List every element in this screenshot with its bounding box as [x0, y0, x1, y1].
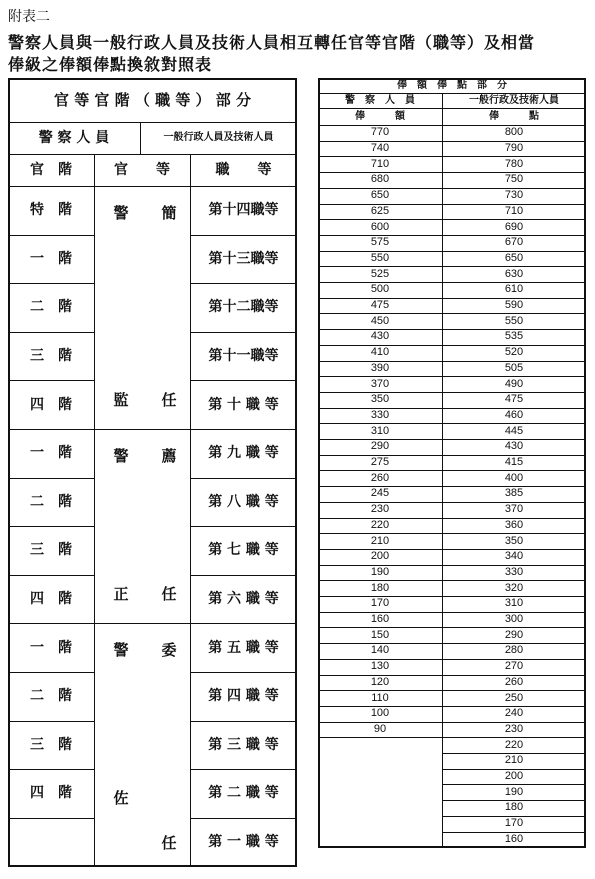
admin-grade-char: 薦 [161, 447, 177, 465]
police-grade-char: 正 [113, 585, 129, 604]
admin-grade-char: 任 [161, 585, 177, 604]
police-amount-cell: 550 [370, 251, 390, 264]
rank-cell: 一 階 [30, 250, 72, 267]
police-amount-cell: 410 [370, 346, 390, 359]
police-amount-cell: 430 [370, 330, 390, 343]
level-cell: 第 八 職 等 [208, 493, 279, 510]
police-personnel-header: 警 察 人 員 [38, 130, 110, 146]
admin-points-cell: 520 [504, 346, 524, 359]
admin-points-cell: 730 [504, 189, 524, 202]
level-cell: 第 六 職 等 [208, 591, 279, 608]
left-col-divider [94, 154, 95, 866]
admin-points-cell: 170 [504, 817, 524, 830]
level-cell: 第 三 職 等 [208, 736, 279, 753]
level-cell: 第十四職等 [208, 202, 279, 219]
police-amount-cell: 740 [370, 142, 390, 155]
admin-points-cell: 320 [504, 581, 524, 594]
police-amount-cell: 220 [370, 518, 390, 531]
admin-points-cell: 180 [504, 801, 524, 814]
admin-points-cell: 220 [504, 738, 524, 751]
police-amount-cell: 600 [370, 220, 390, 233]
admin-points-cell: 280 [504, 644, 524, 657]
police-grade-char: 警 [113, 204, 129, 222]
admin-points-cell: 400 [504, 471, 524, 484]
rank-cell: 二 階 [30, 299, 72, 316]
admin-points-cell: 550 [504, 314, 524, 327]
police-amount-cell: 210 [370, 534, 390, 547]
admin-points-cell: 610 [504, 283, 524, 296]
admin-points-cell: 690 [504, 220, 524, 233]
admin-personnel-header: 一般行政人員及技術人員 [163, 132, 274, 143]
admin-points-cell: 330 [504, 565, 524, 578]
level-cell: 第十一職等 [208, 348, 279, 365]
admin-points-cell: 385 [504, 487, 524, 500]
level-cell: 第 七 職 等 [208, 542, 279, 559]
police-amount-cell: 710 [370, 157, 390, 170]
police-amount-cell: 625 [370, 204, 390, 217]
admin-points-cell: 650 [504, 251, 524, 264]
police-amount-cell: 245 [370, 487, 390, 500]
rank-cell: 三 階 [30, 348, 72, 365]
rank-cell: 四 階 [30, 396, 72, 413]
grade-group-line [94, 623, 190, 624]
rank-row-line [8, 818, 94, 819]
police-amount-cell: 140 [370, 644, 390, 657]
admin-points-cell: 230 [504, 722, 524, 735]
level-cell: 第 五 職 等 [208, 639, 279, 656]
police-grade-char: 警 [113, 447, 129, 465]
rank-section-header: 官 等 官 階 （ 職 等 ） 部 分 [53, 90, 251, 109]
admin-points-cell: 460 [504, 408, 524, 421]
admin-grade-char: 簡 [161, 204, 177, 222]
admin-points-cell: 750 [504, 173, 524, 186]
police-amount-cell: 260 [370, 471, 390, 484]
police-amount-cell: 680 [370, 173, 390, 186]
rank-cell: 特 階 [30, 202, 72, 219]
police-amount-cell: 350 [370, 393, 390, 406]
admin-points-cell: 350 [504, 534, 524, 547]
level-cell: 第 十 職 等 [208, 396, 279, 413]
police-grade-char: 警 [113, 641, 129, 660]
police-amount-cell: 770 [370, 126, 390, 139]
police-amount-cell: 575 [370, 236, 390, 249]
admin-points-cell: 360 [504, 518, 524, 531]
appendix-label: 附表二 [8, 9, 50, 25]
police-amount-cell: 500 [370, 283, 390, 296]
police-amount-cell: 370 [370, 377, 390, 390]
police-amount-cell: 190 [370, 565, 390, 578]
admin-points-cell: 590 [504, 299, 524, 312]
title-line-2: 俸級之俸額俸點換敘對照表 [8, 55, 213, 74]
admin-points-cell: 710 [504, 204, 524, 217]
police-amount-cell: 310 [370, 424, 390, 437]
points-section-header: 俸 額 俸 點 部 分 [397, 79, 507, 91]
police-amount-cell: 100 [370, 707, 390, 720]
rank-cell: 四 階 [30, 785, 72, 802]
rank-cell: 二 階 [30, 493, 72, 510]
admin-points-cell: 780 [504, 157, 524, 170]
col-grade-header: 官 等 [114, 162, 170, 178]
police-amount-cell: 200 [370, 550, 390, 563]
police-amount-header: 警 察 人 員 [345, 94, 415, 106]
admin-points-cell: 210 [504, 754, 524, 767]
admin-points-cell: 430 [504, 440, 524, 453]
level-cell: 第 一 職 等 [208, 834, 279, 851]
admin-points-cell: 200 [504, 770, 524, 783]
amount-row-line [318, 737, 442, 738]
police-grade-char: 佐 [113, 789, 129, 808]
rank-cell: 一 階 [30, 445, 72, 462]
level-cell: 第 四 職 等 [208, 688, 279, 705]
admin-points-cell: 310 [504, 597, 524, 610]
grade-group-line [94, 429, 190, 430]
police-amount-cell: 475 [370, 299, 390, 312]
admin-points-cell: 240 [504, 707, 524, 720]
police-amount-cell: 650 [370, 189, 390, 202]
rank-cell: 二 階 [30, 688, 72, 705]
rank-cell: 四 階 [30, 591, 72, 608]
admin-points-cell: 370 [504, 503, 524, 516]
police-amount-cell: 525 [370, 267, 390, 280]
col-level-header: 職 等 [215, 162, 272, 178]
police-amount-cell: 90 [373, 722, 387, 735]
police-amount-cell: 450 [370, 314, 390, 327]
admin-points-cell: 190 [504, 785, 524, 798]
admin-points-cell: 415 [504, 456, 524, 469]
police-amount-cell: 160 [370, 613, 390, 626]
admin-points-cell: 250 [504, 691, 524, 704]
points-subheader: 俸 點 [489, 110, 539, 122]
police-amount-cell: 150 [370, 628, 390, 641]
police-grade-char: 監 [113, 391, 129, 409]
col-rank-header: 官 階 [30, 162, 72, 178]
amount-subheader: 俸 額 [355, 110, 405, 122]
level-cell: 第十二職等 [208, 299, 279, 316]
admin-grade-char: 任 [161, 834, 177, 853]
level-cell: 第 二 職 等 [208, 785, 279, 802]
admin-points-cell: 300 [504, 613, 524, 626]
admin-points-cell: 490 [504, 377, 524, 390]
rank-cell: 三 階 [30, 542, 72, 559]
police-amount-cell: 290 [370, 440, 390, 453]
admin-grade-char: 任 [161, 391, 177, 409]
police-amount-cell: 275 [370, 456, 390, 469]
police-amount-cell: 230 [370, 503, 390, 516]
admin-grade-char: 委 [161, 641, 177, 660]
police-amount-cell: 130 [370, 660, 390, 673]
admin-points-cell: 160 [504, 832, 524, 845]
admin-points-cell: 505 [504, 361, 524, 374]
police-amount-cell: 170 [370, 597, 390, 610]
admin-points-cell: 445 [504, 424, 524, 437]
admin-points-header: 一般行政及技術人員 [469, 94, 559, 106]
admin-points-cell: 790 [504, 142, 524, 155]
level-cell: 第 九 職 等 [208, 445, 279, 462]
admin-points-cell: 670 [504, 236, 524, 249]
admin-points-cell: 290 [504, 628, 524, 641]
police-amount-cell: 180 [370, 581, 390, 594]
admin-points-cell: 630 [504, 267, 524, 280]
police-amount-cell: 110 [371, 691, 389, 704]
police-amount-cell: 390 [370, 361, 390, 374]
admin-points-cell: 475 [504, 393, 524, 406]
rank-cell: 一 階 [30, 639, 72, 656]
police-amount-cell: 120 [370, 675, 390, 688]
title-line-1: 警察人員與一般行政人員及技術人員相互轉任官等官階（職等）及相當 [8, 33, 536, 52]
admin-points-cell: 260 [504, 675, 524, 688]
level-cell: 第十三職等 [208, 250, 279, 267]
police-amount-cell: 330 [370, 408, 390, 421]
admin-points-cell: 535 [504, 330, 524, 343]
admin-points-cell: 340 [504, 550, 524, 563]
rank-cell: 三 階 [30, 736, 72, 753]
admin-points-cell: 270 [504, 660, 524, 673]
admin-points-cell: 800 [504, 126, 524, 139]
